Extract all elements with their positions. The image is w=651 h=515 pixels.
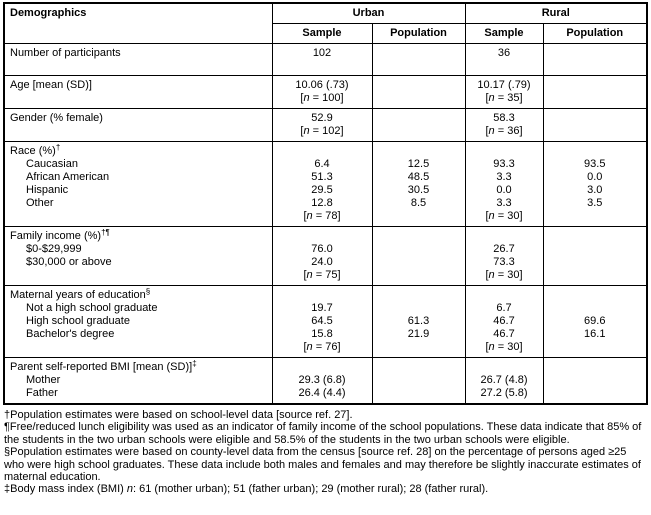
group-header-urban: Urban	[272, 3, 465, 24]
data-cell	[272, 44, 372, 76]
row-label-line: Family income (%)†¶	[10, 228, 110, 242]
data-cell-line: [n = 75]	[303, 269, 341, 281]
data-cell	[465, 286, 543, 358]
footnote: ‡Body mass index (BMI) n: 61 (mother urban); 51 (father urban); 29 (mother rural); 28 (father rural).	[4, 483, 489, 496]
data-cell-line	[375, 145, 463, 158]
data-cell-line: 0.0	[496, 184, 512, 196]
row-label	[4, 286, 272, 358]
data-cell-line: [n = 78]	[303, 210, 341, 222]
data-cell-line	[468, 230, 541, 243]
data-cell-line: 12.8	[311, 197, 333, 209]
data-cell	[272, 76, 372, 109]
data-cell-line: 8.5	[410, 197, 427, 209]
data-cell-line	[275, 289, 370, 302]
data-cell-line	[546, 302, 645, 315]
data-cell-line: 3.0	[587, 184, 603, 196]
data-cell-line: 29.3 (6.8)	[298, 374, 346, 386]
subheader-rural-population: Population	[543, 24, 647, 44]
data-cell	[272, 358, 372, 405]
data-cell-line: 10.06 (.73)	[295, 79, 349, 91]
data-cell	[272, 109, 372, 142]
row-sublabel-line: Other	[26, 197, 54, 209]
data-cell-line: 24.0	[311, 256, 333, 268]
data-cell-line: 93.5	[584, 158, 606, 170]
data-cell-line	[468, 145, 541, 158]
table-row	[4, 358, 647, 405]
data-cell-line: 46.7	[493, 328, 515, 340]
data-cell	[543, 44, 647, 76]
data-cell	[543, 109, 647, 142]
data-cell	[272, 227, 372, 286]
data-cell-line	[375, 289, 463, 302]
data-cell	[543, 227, 647, 286]
row-sublabel-line: High school graduate	[26, 315, 130, 327]
row-sublabel-line: Not a high school graduate	[26, 302, 158, 314]
data-cell	[465, 76, 543, 109]
row-sublabel-line: African American	[26, 171, 110, 183]
row-label	[4, 142, 272, 227]
data-cell-line: 36	[497, 47, 511, 59]
row-sublabel-line: $30,000 or above	[26, 256, 112, 268]
data-cell	[372, 358, 465, 405]
data-cell-line: 29.5	[311, 184, 333, 196]
row-label-line: Number of participants	[10, 47, 121, 59]
row-sublabel-line: $0-$29,999	[26, 243, 82, 255]
row-label-line: Parent self-reported BMI [mean (SD)]‡	[10, 359, 197, 373]
data-cell-line: 10.17 (.79)	[477, 79, 531, 91]
data-cell-line: 30.5	[407, 184, 430, 196]
data-cell-line: [n = 30]	[485, 341, 523, 353]
table-row	[4, 76, 647, 109]
row-label-line: Age [mean (SD)]	[10, 79, 92, 91]
table-row	[4, 286, 647, 358]
subheader-rural-sample: Sample	[465, 24, 543, 44]
data-cell-line: 0.0	[587, 171, 603, 183]
group-header-rural: Rural	[465, 3, 647, 24]
data-cell-line	[546, 289, 645, 302]
row-label	[4, 44, 272, 76]
data-cell	[272, 142, 372, 227]
data-cell	[372, 109, 465, 142]
data-cell-line: 21.9	[407, 328, 430, 340]
data-cell-line	[275, 230, 370, 243]
data-cell	[465, 227, 543, 286]
data-cell-line: 27.2 (5.8)	[480, 387, 528, 399]
row-sublabel-line: Hispanic	[26, 184, 69, 196]
data-cell	[465, 44, 543, 76]
data-cell	[543, 142, 647, 227]
row-sublabel-line: Bachelor's degree	[26, 328, 115, 340]
data-cell	[372, 227, 465, 286]
data-cell	[465, 109, 543, 142]
data-cell-line: 3.5	[587, 197, 603, 209]
header-row-groups	[4, 3, 647, 24]
data-cell-line	[468, 289, 541, 302]
data-cell	[543, 286, 647, 358]
data-cell-line: 3.3	[496, 171, 512, 183]
data-cell-line: 12.5	[407, 158, 430, 170]
data-cell-line: 46.7	[493, 315, 515, 327]
data-cell-line: 64.5	[311, 315, 333, 327]
data-cell-line: 6.7	[496, 302, 512, 314]
data-cell-line: [n = 36]	[485, 125, 523, 137]
data-cell-line: [n = 76]	[303, 341, 341, 353]
data-cell	[465, 358, 543, 405]
table-title: Demographics	[4, 3, 272, 44]
row-label-line: Maternal years of education§	[10, 287, 151, 301]
data-cell-line: 16.1	[584, 328, 606, 340]
data-cell	[543, 76, 647, 109]
data-cell-line: [n = 35]	[485, 92, 523, 104]
data-cell-line: [n = 30]	[485, 269, 523, 281]
data-cell-line	[468, 361, 541, 374]
data-cell-line: 69.6	[584, 315, 606, 327]
row-label	[4, 227, 272, 286]
data-cell-line: 15.8	[311, 328, 333, 340]
data-cell-line: 26.7 (4.8)	[480, 374, 528, 386]
table-row	[4, 44, 647, 76]
data-cell-line: 48.5	[407, 171, 430, 183]
data-cell-line: 58.3	[493, 112, 515, 124]
data-cell-line	[275, 145, 370, 158]
data-cell-line: 6.4	[314, 158, 330, 170]
data-cell	[465, 142, 543, 227]
data-cell-line	[546, 145, 645, 158]
data-cell-line: 51.3	[311, 171, 333, 183]
footnote: †Population estimates were based on school-level data [source ref. 27].	[4, 409, 353, 421]
data-cell-line: 61.3	[407, 315, 430, 327]
data-cell-line: 26.7	[493, 243, 515, 255]
data-cell-line: 73.3	[493, 256, 515, 268]
row-label	[4, 76, 272, 109]
data-cell	[372, 142, 465, 227]
data-cell-line: 26.4 (4.4)	[298, 387, 346, 399]
data-cell-line: 93.3	[493, 158, 515, 170]
data-cell-line: 52.9	[311, 112, 333, 124]
data-cell-line: [n = 100]	[300, 92, 344, 104]
data-cell	[372, 286, 465, 358]
row-label-line: Race (%)†	[10, 143, 61, 157]
footnote: §Population estimates were based on county-level data from the census [source ref. 28] on the percentage of persons aged ≥25 who were high school graduates. These data include both males and females and may therefore be slightly inaccurate estimates of maternal education.	[4, 446, 641, 484]
data-cell	[372, 44, 465, 76]
row-sublabel-line: Mother	[26, 374, 61, 386]
row-label-line: Gender (% female)	[10, 112, 103, 124]
data-cell-line	[275, 361, 370, 374]
table-row	[4, 109, 647, 142]
data-cell	[543, 358, 647, 405]
data-cell-line: 76.0	[311, 243, 333, 255]
table-row	[4, 142, 647, 227]
data-cell-line: [n = 102]	[300, 125, 344, 137]
subheader-urban-sample: Sample	[272, 24, 372, 44]
data-cell	[372, 76, 465, 109]
table-footnotes	[3, 409, 649, 496]
subheader-urban-population: Population	[372, 24, 465, 44]
data-cell-line: 3.3	[496, 197, 512, 209]
footnote: ¶Free/reduced lunch eligibility was used as an indicator of family income of the school populations. These data indicate that 85% of the students in the two urban schools were eligible and 58.5% of the students in the two urban schools were eligible.	[4, 421, 642, 446]
data-cell-line: 102	[312, 47, 332, 59]
row-sublabel-line: Caucasian	[26, 158, 78, 170]
data-cell-line	[375, 302, 463, 315]
data-cell-line: [n = 30]	[485, 210, 523, 222]
row-label	[4, 109, 272, 142]
row-sublabel-line: Father	[26, 387, 58, 399]
demographics-table	[3, 2, 648, 405]
data-cell-line: 19.7	[311, 302, 333, 314]
row-label	[4, 358, 272, 405]
data-cell	[272, 286, 372, 358]
table-row	[4, 227, 647, 286]
